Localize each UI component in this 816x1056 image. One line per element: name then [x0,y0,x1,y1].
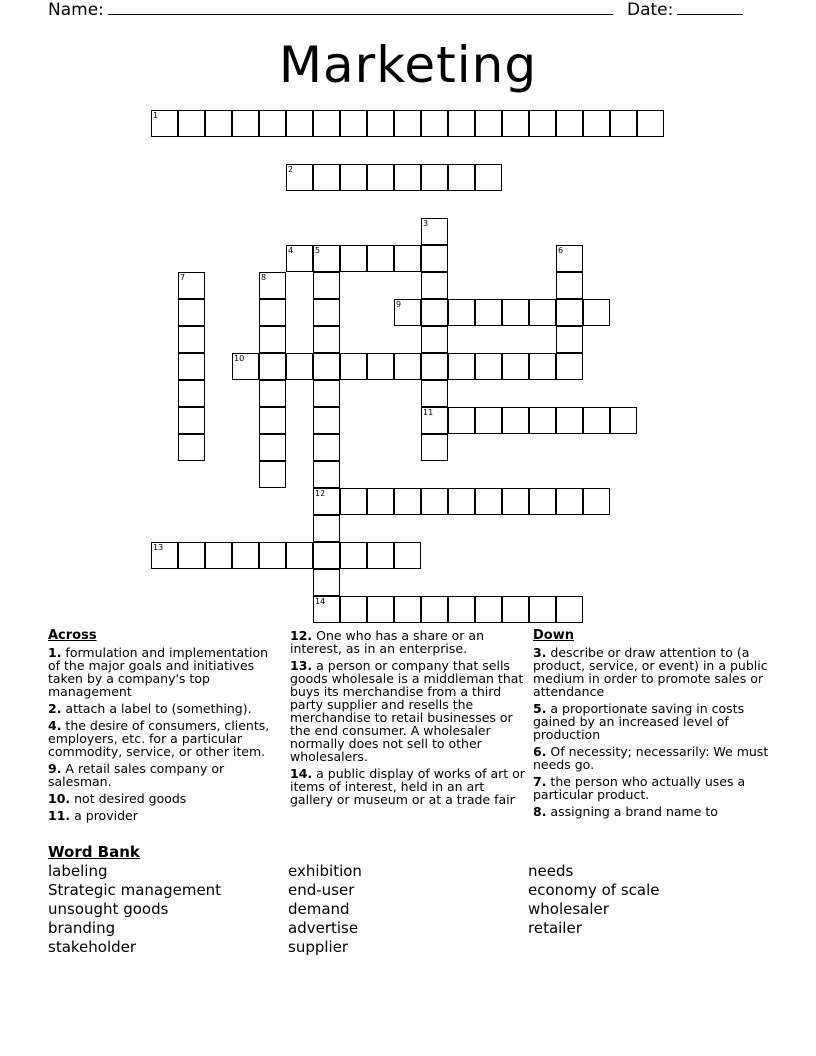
clue-text: the person who actually uses a particular product. [533,774,746,802]
grid-cell[interactable] [448,353,475,380]
word-bank-heading: Word Bank [48,843,140,861]
clue-label: 1. [48,645,62,660]
clue-number: 12 [315,489,326,498]
clue [533,805,769,818]
clue [290,659,526,763]
grid-cell[interactable] [529,353,556,380]
clue-number: 5 [315,246,321,255]
clue-text: a person or company that sells goods wholesale is a middleman that buys its merchandise from a third party supplier and resells the merchandise to retail businesses or the end consumer. A wholesaler normally does not sell to other wholesalers. [290,658,524,764]
grid-cell[interactable] [583,110,610,137]
grid-cell[interactable] [448,488,475,515]
clue-text: Of necessity; necessarily: We must needs go. [533,744,769,772]
clue-text: One who has a share or an interest, as in an enterprise. [290,628,484,656]
grid-cell[interactable] [556,596,583,623]
grid-cell[interactable] [556,245,583,272]
clue [533,646,769,698]
clue-number: 1 [153,111,159,120]
grid-cell[interactable] [448,110,475,137]
grid-cell[interactable] [421,164,448,191]
grid-cell[interactable] [178,434,205,461]
grid-cell[interactable] [151,110,178,137]
grid-cell[interactable] [421,272,448,299]
grid-cell[interactable] [259,326,286,353]
grid-cell[interactable] [583,488,610,515]
across-heading: Across [48,628,97,643]
clue-label: 9. [48,761,62,776]
grid-cell[interactable] [502,353,529,380]
word-bank-item: economy of scale [528,881,660,899]
clue-label: 4. [48,718,62,733]
grid-cell[interactable] [394,299,421,326]
grid-cell[interactable] [556,110,583,137]
clue [48,646,280,698]
grid-cell[interactable] [340,164,367,191]
grid-cell[interactable] [340,110,367,137]
clue-number: 2 [288,165,294,174]
clue-number: 9 [396,300,402,309]
grid-cell[interactable] [313,110,340,137]
grid-cell[interactable] [286,353,313,380]
grid-cell[interactable] [340,488,367,515]
grid-cell[interactable] [394,596,421,623]
word-bank-item: demand [288,900,350,918]
grid-cell[interactable] [529,407,556,434]
grid-cell[interactable] [367,164,394,191]
clue-label: 5. [533,701,547,716]
grid-cell[interactable] [313,596,340,623]
word-bank-column-2 [288,862,362,957]
clue [48,792,280,805]
grid-cell[interactable] [259,110,286,137]
grid-cell[interactable] [313,245,340,272]
clue-label: 12. [290,628,313,643]
down-clues [533,629,769,822]
grid-cell[interactable] [313,461,340,488]
grid-cell[interactable] [259,353,286,380]
grid-cell[interactable] [610,110,637,137]
grid-cell[interactable] [556,407,583,434]
word-bank-item: advertise [288,919,359,937]
name-label: Name: [48,0,104,20]
grid-cell[interactable] [394,488,421,515]
grid-cell[interactable] [556,299,583,326]
grid-cell[interactable] [232,542,259,569]
grid-cell[interactable] [313,407,340,434]
grid-cell[interactable] [394,110,421,137]
across-clue-list-2 [290,629,526,806]
word-bank-item: stakeholder [48,938,137,956]
grid-cell[interactable] [421,596,448,623]
grid-cell[interactable] [502,488,529,515]
grid-cell[interactable] [313,272,340,299]
clue [290,629,526,655]
grid-cell[interactable] [313,326,340,353]
clue-text: formulation and implementation of the major goals and initiatives taken by a company's top management [48,645,269,699]
grid-cell[interactable] [367,596,394,623]
grid-cell[interactable] [340,542,367,569]
word-bank-column-1 [48,862,221,957]
grid-cell[interactable] [610,407,637,434]
grid-cell[interactable] [205,110,232,137]
grid-cell[interactable] [178,272,205,299]
grid-cell[interactable] [259,407,286,434]
word-bank-item: wholesaler [528,900,609,918]
word-bank-item: supplier [288,938,349,956]
grid-cell[interactable] [421,245,448,272]
clue-label: 7. [533,774,547,789]
down-heading: Down [533,628,574,643]
across-clues-continued [290,629,526,810]
grid-cell[interactable] [475,164,502,191]
grid-cell[interactable] [394,353,421,380]
clue [48,762,280,788]
word-bank-item: unsought goods [48,900,169,918]
clue-label: 11. [48,808,71,823]
grid-cell[interactable] [178,326,205,353]
grid-cell[interactable] [313,488,340,515]
clue-label: 3. [533,645,547,660]
grid-cell[interactable] [448,596,475,623]
grid-cell[interactable] [421,299,448,326]
grid-cell[interactable] [583,299,610,326]
word-bank-item: needs [528,862,574,880]
grid-cell[interactable] [178,407,205,434]
grid-cell[interactable] [178,380,205,407]
grid-cell[interactable] [421,218,448,245]
grid-cell[interactable] [286,164,313,191]
grid-cell[interactable] [259,272,286,299]
grid-cell[interactable] [448,299,475,326]
grid-cell[interactable] [475,488,502,515]
grid-cell[interactable] [556,353,583,380]
grid-cell[interactable] [367,542,394,569]
grid-cell[interactable] [232,353,259,380]
date-label: Date: [627,0,674,20]
clue-number: 6 [558,246,564,255]
grid-cell[interactable] [313,434,340,461]
grid-cell[interactable] [286,245,313,272]
clue-number: 4 [288,246,294,255]
grid-cell[interactable] [313,515,340,542]
clue-text: a proportionate saving in costs gained by an increased level of production [533,701,745,742]
grid-cell[interactable] [367,110,394,137]
grid-cell[interactable] [259,434,286,461]
word-bank-item: Strategic management [48,881,222,899]
page-title: Marketing [278,36,538,94]
clue-number: 3 [423,219,429,228]
grid-cell[interactable] [178,110,205,137]
word-bank-item: exhibition [288,862,362,880]
grid-cell[interactable] [367,245,394,272]
grid-cell[interactable] [313,380,340,407]
grid-cell[interactable] [340,353,367,380]
grid-cell[interactable] [448,164,475,191]
clue-text: a public display of works of art or items of interest, held in an art gallery or museum or at a trade fair [290,766,525,807]
grid-cell[interactable] [367,353,394,380]
grid-cell[interactable] [421,488,448,515]
grid-cell[interactable] [421,110,448,137]
grid-cell[interactable] [259,461,286,488]
grid-cell[interactable] [313,542,340,569]
clue-number: 11 [423,408,434,417]
grid-cell[interactable] [448,407,475,434]
word-bank-item: end-user [288,881,355,899]
grid-cell[interactable] [556,272,583,299]
clue-text: a provider [70,808,138,823]
clue [48,719,280,758]
across-clue-list [48,646,280,822]
across-clues [48,629,280,826]
grid-cell[interactable] [232,110,259,137]
grid-cell[interactable] [421,407,448,434]
grid-cell[interactable] [313,164,340,191]
grid-cell[interactable] [637,110,664,137]
grid-cell[interactable] [394,542,421,569]
grid-cell[interactable] [178,542,205,569]
grid-cell[interactable] [421,380,448,407]
grid-cell[interactable] [475,110,502,137]
clue-number: 8 [261,273,267,282]
grid-cell[interactable] [205,542,232,569]
grid-cell[interactable] [313,299,340,326]
clue-label: 8. [533,804,547,819]
clue [533,745,769,771]
grid-cell[interactable] [502,299,529,326]
grid-cell[interactable] [475,407,502,434]
clue-text: describe or draw attention to (a product, service, or event) in a public medium in order to promote sales or attendance [533,645,768,699]
grid-cell[interactable] [529,299,556,326]
grid-cell[interactable] [475,299,502,326]
grid-cell[interactable] [556,326,583,353]
grid-cell[interactable] [313,353,340,380]
grid-cell[interactable] [394,164,421,191]
grid-cell[interactable] [367,488,394,515]
clue-text: not desired goods [70,791,187,806]
grid-cell[interactable] [421,326,448,353]
grid-cell[interactable] [529,110,556,137]
grid-cell[interactable] [313,569,340,596]
clue-label: 13. [290,658,313,673]
clue-text: A retail sales company or salesman. [48,761,225,789]
clue-label: 14. [290,766,313,781]
grid-cell[interactable] [286,110,313,137]
grid-cell[interactable] [556,488,583,515]
clue-text: the desire of consumers, clients, employers, etc. for a particular commodity, service, or other item. [48,718,270,759]
grid-cell[interactable] [502,407,529,434]
clue-number: 10 [234,354,245,363]
grid-cell[interactable] [421,353,448,380]
clue-text: attach a label to (something). [61,701,252,716]
clue [48,702,280,715]
word-bank-item: labeling [48,862,108,880]
grid-cell[interactable] [340,245,367,272]
grid-cell[interactable] [529,488,556,515]
clue-number: 7 [180,273,186,282]
grid-cell[interactable] [151,542,178,569]
grid-cell[interactable] [475,353,502,380]
grid-cell[interactable] [286,542,313,569]
grid-cell[interactable] [502,596,529,623]
clue [290,767,526,806]
grid-cell[interactable] [529,596,556,623]
clue-label: 2. [48,701,62,716]
down-clue-list [533,646,769,818]
grid-cell[interactable] [475,596,502,623]
clue-text: assigning a brand name to [546,804,718,819]
clue-label: 6. [533,744,547,759]
grid-cell[interactable] [259,542,286,569]
word-bank-column-3 [528,862,659,938]
grid-cell[interactable] [178,353,205,380]
grid-cell[interactable] [340,596,367,623]
clue-label: 10. [48,791,71,806]
word-bank-item: branding [48,919,116,937]
clue [533,775,769,801]
grid-cell[interactable] [421,434,448,461]
clue [533,702,769,741]
grid-cell[interactable] [259,380,286,407]
grid-cell[interactable] [502,110,529,137]
clue-number: 14 [315,597,326,606]
grid-cell[interactable] [259,299,286,326]
word-bank-item: retailer [528,919,582,937]
grid-cell[interactable] [178,299,205,326]
clue [48,809,280,822]
grid-cell[interactable] [394,245,421,272]
clue-number: 13 [153,543,164,552]
grid-cell[interactable] [583,407,610,434]
